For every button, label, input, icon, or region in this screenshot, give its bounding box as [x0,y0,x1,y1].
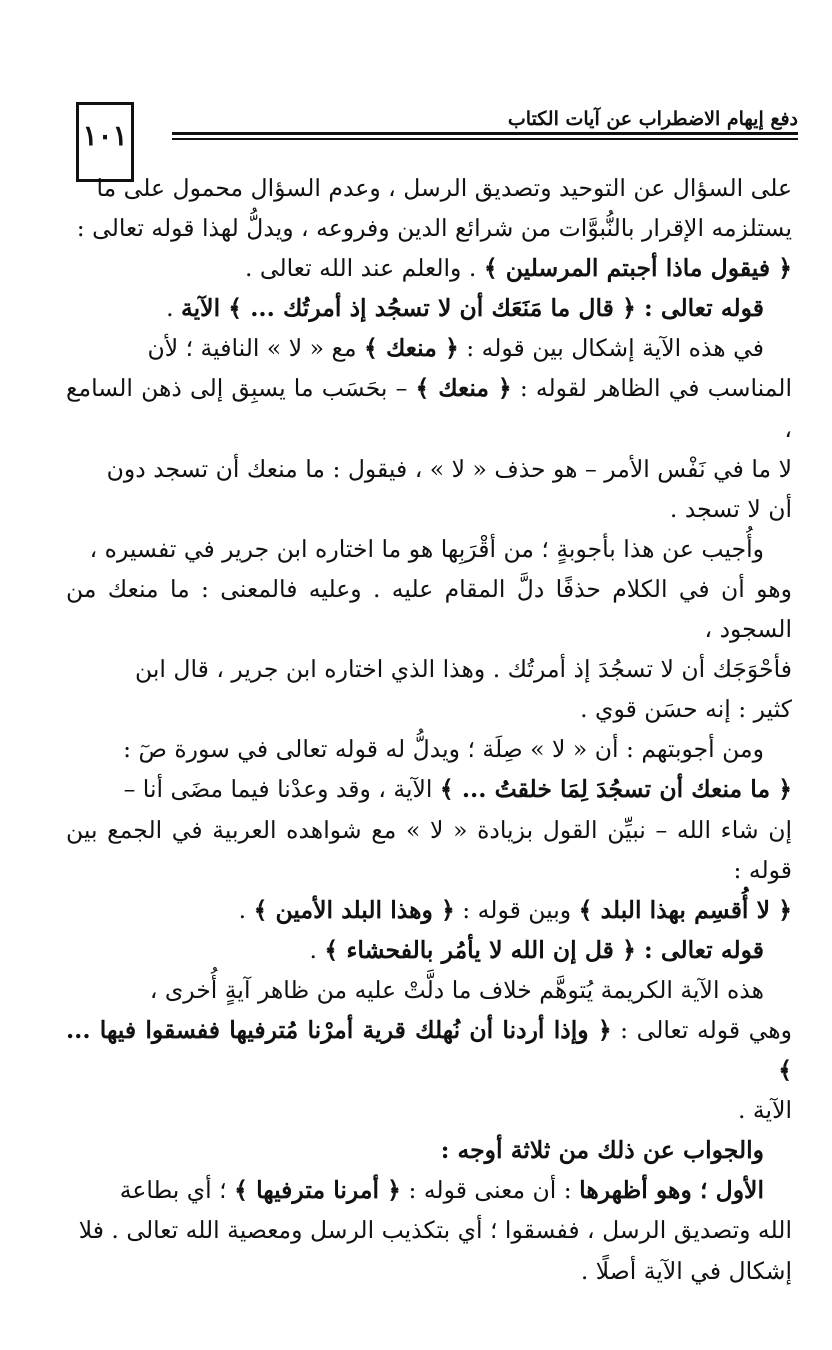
text-line [66,569,792,649]
text-line [66,168,792,208]
bold-segment: ﴿ لا أُقسِم بهذا البلد ﴾ [578,895,792,924]
text-segment: الله وتصديق الرسل ، ففسقوا ؛ أي بتكذيب الرسل ومعصية الله تعالى . فلا [78,1216,792,1245]
text-line [66,1010,792,1090]
text-segment: وهو أن في الكلام حذفًا دلَّ المقام عليه . وعليه فالمعنى : ما منعك من السجود ، [66,574,792,644]
text-segment: إن شاء الله – نبيِّن القول بزيادة « لا » مع شواهده العربية في الجمع بين قوله : [66,815,792,884]
text-segment: . والعلم عند الله تعالى . [244,254,484,283]
text-line [66,208,792,248]
text-line [66,970,792,1010]
text-segment: كثير : إنه حسَن قوي . [580,695,792,724]
text-segment: على السؤال عن التوحيد وتصديق الرسل ، وعدم السؤال محمول على ما [96,174,792,202]
text-line [66,1090,792,1130]
running-title: دفع إيهام الاضطراب عن آيات الكتاب [507,108,798,130]
text-line [66,689,792,729]
body-text [66,168,792,1291]
bold-segment: ﴿ أمرنا مترفيها ﴾ [234,1176,401,1205]
text-line [66,529,792,569]
text-segment: . [238,895,254,924]
text-line [66,1251,792,1291]
text-segment: هذه الآية الكريمة يُتوهَّم خلاف ما دلَّتْ عليه من ظاهر آيةٍ أُخرى ، [149,975,764,1004]
header-rule-thin [172,138,798,140]
text-line [66,649,792,689]
text-segment: أن لا تسجد . [669,494,792,523]
text-segment: : أن معنى قوله : [400,1176,580,1205]
text-line [66,248,792,288]
text-segment: وأُجيب عن هذا بأجوبةٍ ؛ من أقْرَبِها هو ما اختاره ابن جرير في تفسيره ، [89,534,764,563]
text-line [66,288,792,328]
text-segment: مع « لا » النافية ؛ لأن [147,334,365,363]
text-line [66,1130,792,1170]
bold-segment: ﴿ منعك ﴾ [415,374,512,403]
text-segment: وهي قوله تعالى : [611,1015,792,1044]
text-segment: ومن أجوبتهم : أن « لا » صِلَة ؛ ويدلُّ له قوله تعالى في سورة صٓ : [123,735,764,764]
text-segment: . [166,294,182,323]
bold-segment: والجواب عن ذلك من ثلاثة أوجه : [440,1136,764,1165]
text-line [66,328,792,368]
text-segment: الآية . [737,1096,792,1125]
bold-segment: ﴿ ما منعك أن تسجُدَ لِمَا خلقتُ ... ﴾ [439,775,792,804]
bold-segment: الأول ؛ وهو أظهرها [579,1176,764,1205]
text-segment: ؛ أي بطاعة [119,1176,235,1205]
text-segment: إشكال في الآية أصلًا . [580,1256,792,1285]
text-line [66,449,792,489]
text-line [66,1210,792,1250]
bold-segment: ﴿ منعك ﴾ [364,334,459,363]
text-line [66,368,792,448]
text-line [66,729,792,769]
text-line [66,890,792,930]
text-segment: . [309,935,325,964]
text-segment: لا ما في نَفْس الأمر – هو حذف « لا » ، فيقول : ما منعك أن تسجد دون [106,454,792,483]
text-line [66,1170,792,1210]
page-number: ١٠١ [82,119,128,152]
bold-segment: ﴿ فيقول ماذا أجبتم المرسلين ﴾ [483,254,792,283]
text-segment: – بحَسَب ما يسبِق إلى ذهن السامع ، [66,374,792,443]
text-segment: المناسب في الظاهر لقوله : [511,374,792,403]
bold-segment: ﴿ وإذا أردنا أن نُهلك قرية أمرْنا مُترفيها ففسقوا فيها ... ﴾ [66,1015,792,1085]
text-segment: في هذه الآية إشكال بين قوله : [458,334,764,363]
text-segment: يستلزمه الإقرار بالنُّبوَّات من شرائع الدين وفروعه ، ويدلُّ لهذا قوله تعالى : [76,214,792,243]
bold-segment: ﴿ وهذا البلد الأمين ﴾ [253,895,455,924]
header-rule-thick [172,132,798,135]
text-line [66,769,792,809]
text-segment: فأحْوَجَك أن لا تسجُدَ إذ أمرتُك . وهذا الذي اختاره ابن جرير ، قال ابن [134,655,792,684]
bold-segment: قوله تعالى : ﴿ قال ما مَنَعَك أن لا تسجُد إذ أمرتُك ... ﴾ الآية [181,294,764,323]
text-segment: الآية ، وقد وعدْنا فيما مضَى أنا – [123,775,440,804]
bold-segment: قوله تعالى : ﴿ قل إن الله لا يأمُر بالفحشاء ﴾ [324,935,764,964]
text-line [66,810,792,890]
text-line [66,930,792,970]
text-line [66,489,792,529]
text-segment: وبين قوله : [454,895,579,924]
